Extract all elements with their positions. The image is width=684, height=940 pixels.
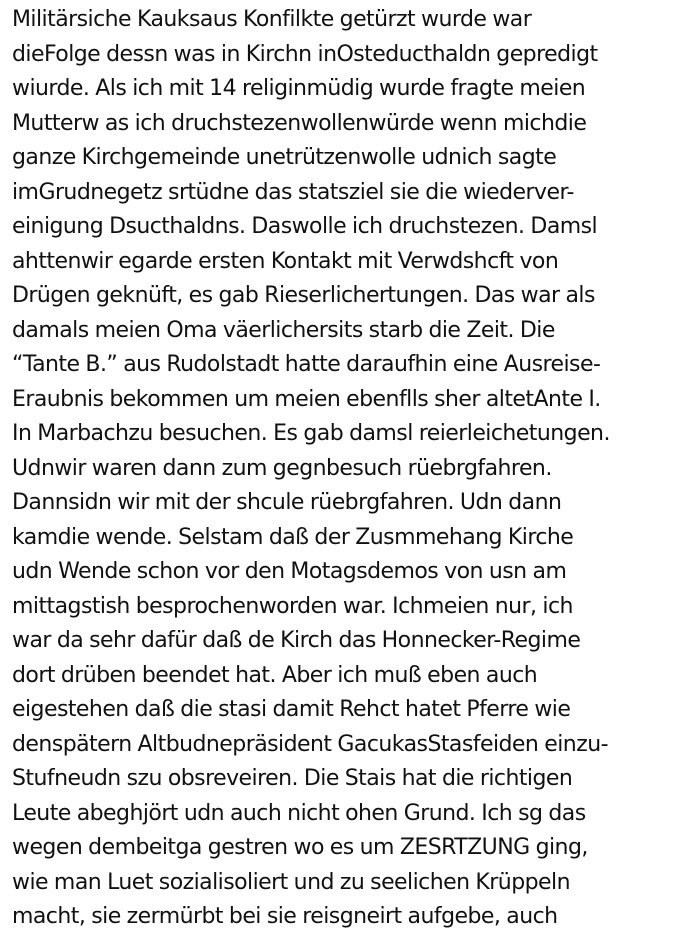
text-line-6: imGrudnegetz srtüdne das statsziel sie die wiederver- [12,179,574,205]
text-line-10: damals meien Oma väerlichersits starb die Zeit. Die [12,317,555,343]
text-line-27: macht, sie zermürbt bei sie reisgneirt aufgebe, auch [12,904,558,929]
text-line-17: udn Wende schon vor den Motagsdemos von usn am [12,559,567,584]
document-body [12,3,682,935]
text-line-25: wegen dembeitga gestren wo es um ZESRTZUNG ging, [12,835,588,860]
text-line-2: dieFolge dessn was in Kirchn inOsteducthaldn gepredigt [12,41,598,67]
text-line-19: war da sehr dafür daß de Kirch das Honnecker-Regime [12,628,581,653]
text-line-5: ganze Kirchgemeinde unetrützenwolle udnich sagte [12,145,557,170]
text-line-21: eigestehen daß die stasi damit Rehct hatet Pferre wie [12,697,571,722]
text-line-18: mittagstish besprochenworden war. Ichmeien nur, ich [12,593,573,619]
text-line-13: In Marbachzu besuchen. Es gab damsl reierleichetungen. [12,421,610,446]
text-line-22: denspätern Altbudnepräsident GacukasStasfeiden einzu- [12,731,608,757]
text-line-3: wiurde. Als ich mit 14 religinmüdig wurde fragte meien [12,76,586,101]
text-line-4: Mutterw as ich druchstezenwollenwürde wenn michdie [12,110,587,136]
text-line-23: Stufneudn szu obsreveiren. Die Stais hat die richtigen [12,766,573,791]
text-line-12: Eraubnis bekommen um meien ebenflls sher altetAnte I. [12,386,601,412]
text-line-16: kamdie wende. Selstam daß der Zusmmehang Kirche [12,524,574,550]
text-line-24: Leute abeghjört udn auch nicht ohen Grund. Ich sg das [12,800,586,826]
text-line-20: dort drüben beendet hat. Aber ich muß eben auch [12,662,538,688]
text-line-26: wie man Luet sozialisoliert und zu seelichen Krüppeln [12,869,570,895]
text-line-7: einigung Dsucthaldns. Daswolle ich druchstezen. Damsl [12,214,598,239]
text-line-9: Drügen geknüft, es gab Rieserlichertungen. Das war als [12,283,595,308]
text-line-14: Udnwir waren dann zum gegnbesuch rüebrgfahren. [12,455,552,481]
text-line-15: Dannsidn wir mit der shcule rüebrgfahren. Udn dann [12,490,562,515]
text-line-11: “Tante B.” aus Rudolstadt hatte daraufhin eine Ausreise- [12,352,601,377]
text-line-8: ahttenwir egarde ersten Kontakt mit Verwdshcft von [12,248,559,274]
text-line-1: Militärsiche Kauksaus Konfilkte getürzt wurde war [12,7,532,32]
